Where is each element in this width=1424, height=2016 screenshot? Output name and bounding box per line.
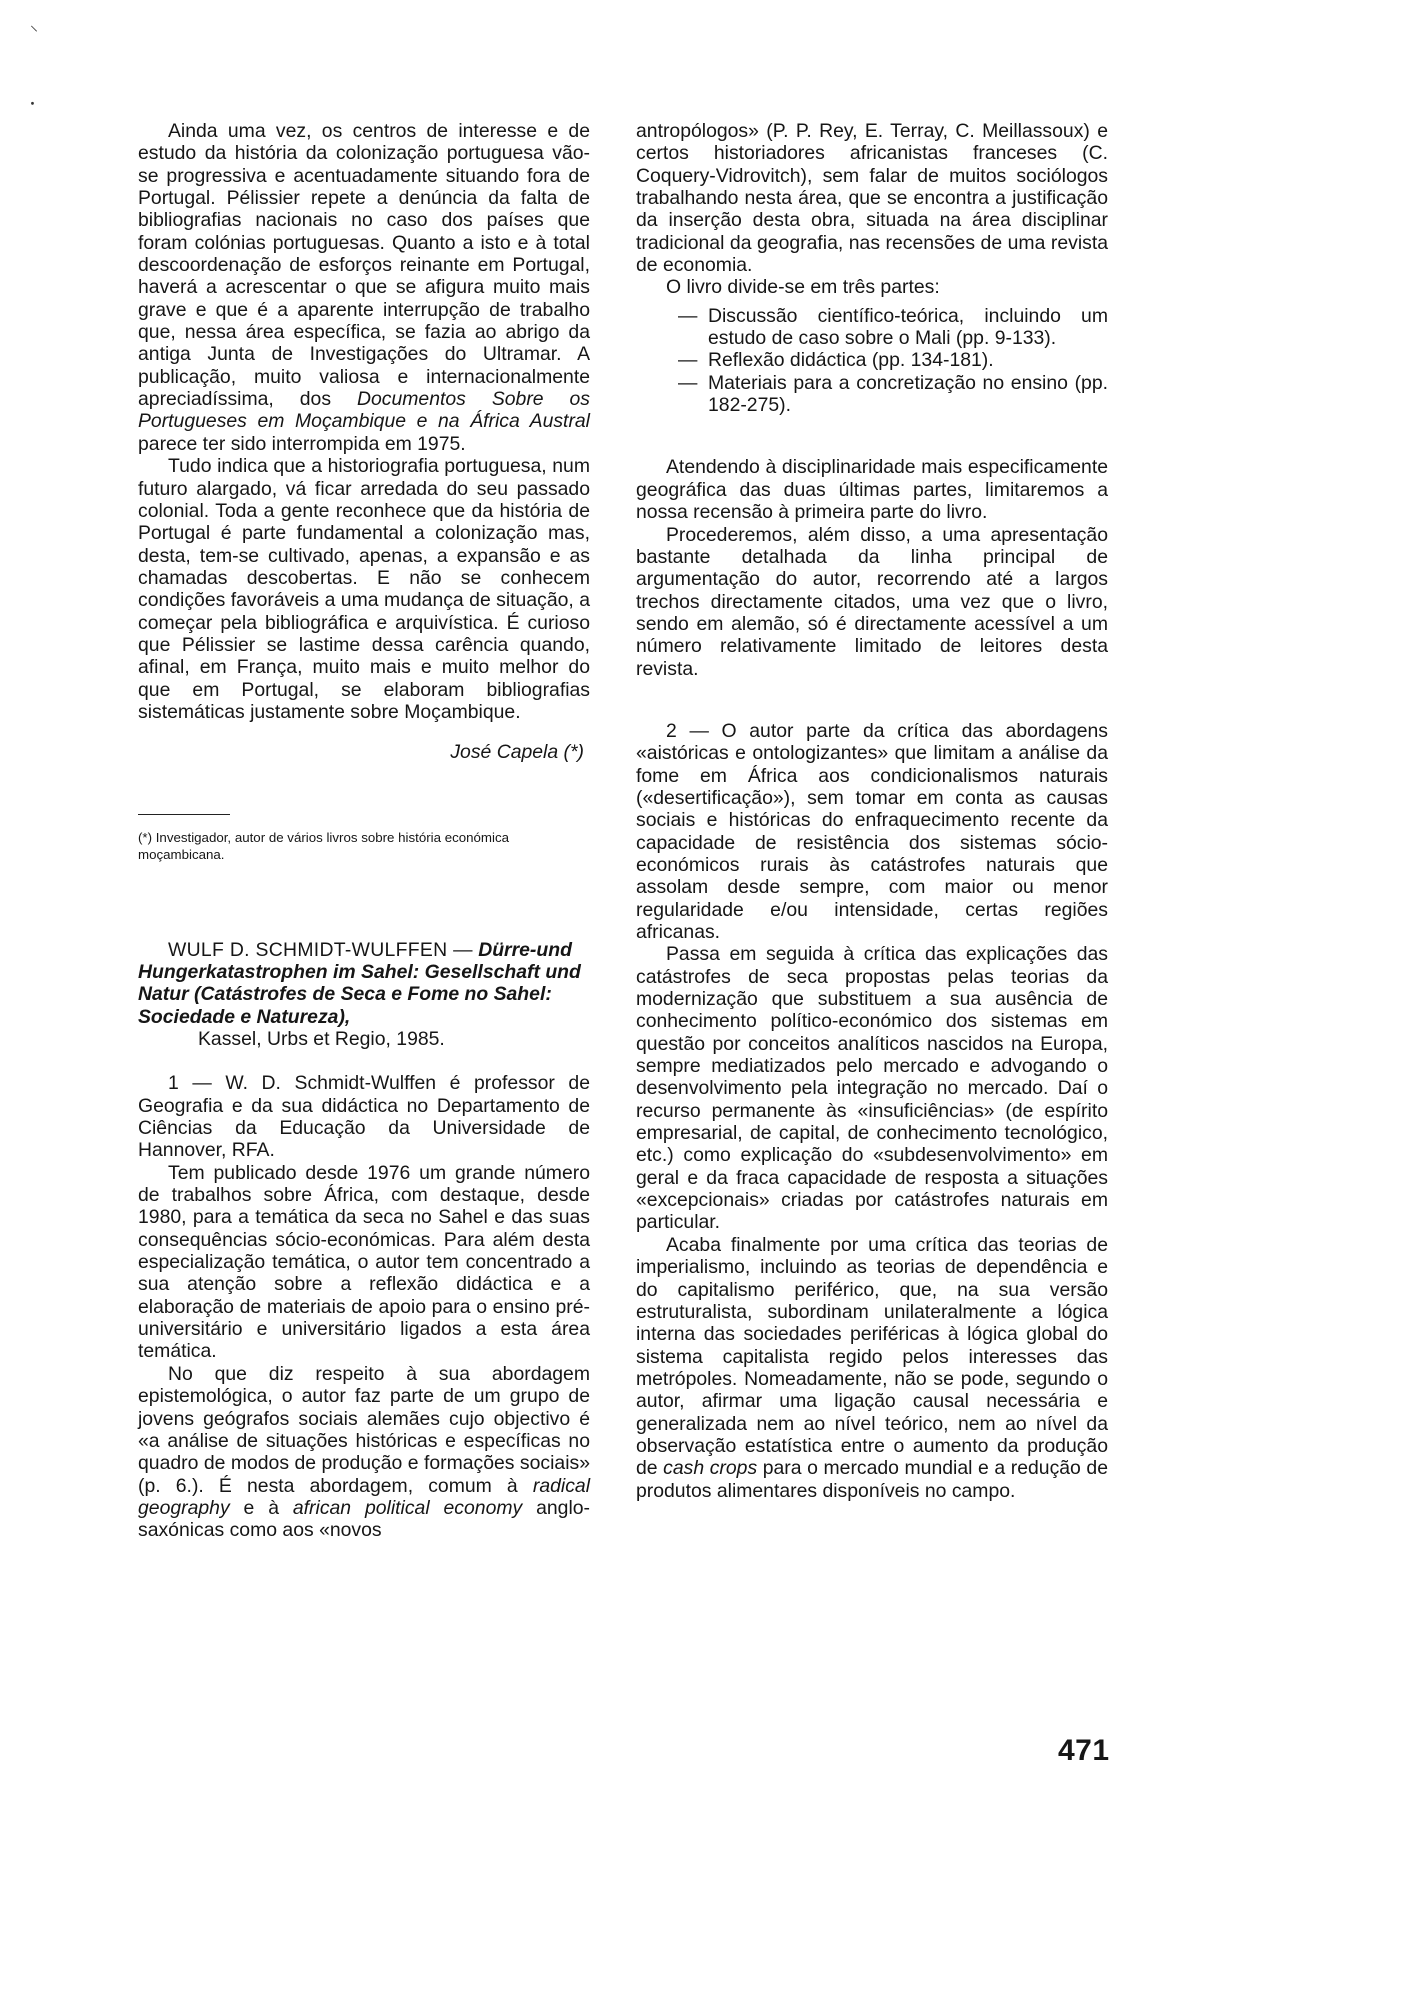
paragraph: Atendendo à disciplinaridade mais especificamente geográfica das duas últimas partes, limitaremos a nossa recensão à primeira parte do livro. (636, 456, 1108, 524)
paragraph: Ainda uma vez, os centros de interesse e de estudo da história da colonização portuguesa vão-se progressiva e acentuadamente situando fora de Portugal. Pélissier repete a denúncia da falta de bibliografias nacionais no caso dos países que foram colónias portuguesas. Quanto a isto e à total descoordenação de esforços reinante em Portugal, haverá a acrescentar o que se afigura muito mais grave e que é a aparente interrupção de trabalho que, nessa área específica, se fazia ao abrigo da antiga Junta de Investigações do Ultramar. A publicação, muito valiosa e internacionalmente apreciadíssima, dos Documentos Sobre os Portugueses em Moçambique e na África Austral parece ter sido interrompida em 1975. (138, 120, 591, 455)
review-heading (138, 939, 590, 1051)
review-author: WULF D. SCHMIDT-WULFFEN — (168, 938, 473, 961)
right-column (636, 120, 1108, 1502)
paragraph: Acaba finalmente por uma crítica das teorias de imperialismo, incluindo as teorias de dependência e do capitalismo periférico, que, na sua versão estruturalista, subordinam unilateralmente a lógica interna das sociedades periféricas à lógica global do sistema capitalista regido pelos interesses das metrópoles. Nomeadamente, não se pode, segundo o autor, afirmar uma ligação causal necessária e generalizada nem ao nível teórico, nem ao nível da observação estatística entre o aumento da produção de cash crops para o mercado mundial e a redução de produtos alimentares disponíveis no campo. (636, 1233, 1108, 1502)
paragraph: O livro divide-se em três partes: (666, 276, 940, 299)
paragraph: Passa em seguida à crítica das explicações das catástrofes de seca propostas pelas teorias da modernização que substituem a sua ausência de conhecimento político-económico dos sistemas em questão por conceitos analíticos nascidos na Europa, sempre mediatizados pelo mercado e advogando o desenvolvimento pela integração no mercado. Daí o recurso permanente às «insuficiências» (de espírito empresarial, de capital, de conhecimento tecnológico, etc.) como explicação do «subdesenvolvimento» em geral e da fraca capacidade de resposta a situações «excepcionais» criadas por catástrofes naturais em particular. (636, 943, 1108, 1234)
paragraph: 1 — W. D. Schmidt-Wulffen é professor de Geografia e da sua didáctica no Departamento de Ciências da Educação da Universidade de Hannover, RFA. (138, 1072, 590, 1162)
italic-title: Documentos Sobre os Portugueses em Moçambique e na África Austral (138, 388, 591, 433)
footnote: (*) Investigador, autor de vários livros sobre história económica moçambicana. (138, 829, 510, 862)
paragraph: No que diz respeito à sua abordagem epistemológica, o autor faz parte de um grupo de jovens geógrafos sociais alemães cujo objectivo é «a análise de situações históricas e específicas no quadro de modos de produção e formações sociais» (p. 6.). É nesta abordagem, comum à radical geography e à african political economy anglo-saxónicas como aos «novos (138, 1362, 590, 1542)
footnote-divider (138, 814, 230, 815)
paragraph: Tem publicado desde 1976 um grande número de trabalhos sobre África, com destaque, desde 1980, para a temática da seca no Sahel e das suas consequências sócio-económicas. Para além desta especialização temática, o autor tem concentrado a sua atenção sobre a reflexão didáctica e a elaboração de materiais de apoio para o ensino pré-universitário e universitário ligados a esta área temática. (138, 1161, 590, 1363)
left-column (138, 120, 590, 1542)
signature: José Capela (*) (450, 741, 584, 764)
paragraph: antropólogos» (P. P. Rey, E. Terray, C. Meillassoux) e certos historiadores africanistas franceses (C. Coquery-Vidrovitch), sem falar de muitos sociólogos trabalhando nesta área, que se encontra a justificação da inserção desta obra, situada na área disciplinar tradicional da geografia, nas recensões de uma revista de economia. (636, 120, 1108, 277)
scan-speck: ꞏ (30, 96, 35, 113)
list-item: — Reflexão didáctica (pp. 134-181). (678, 349, 1108, 371)
paragraph: 2 — O autor parte da crítica das abordagens «aistóricas e ontologizantes» que limitam a análise da fome em África aos condicionalismos naturais («desertificação»), sem tomar em conta as causas sociais e históricas do enfraquecimento recente da capacidade de resistência dos sistemas sócio-económicos rurais às catástrofes naturais que assolam desde sempre, com maior ou menor regularidade e/ou intensidade, certas regiões africanas. (636, 719, 1108, 943)
parts-list (636, 305, 1108, 417)
paragraph: Procederemos, além disso, a uma apresentação bastante detalhada da linha principal de argumentação do autor, recorrendo até a largos trechos directamente citados, uma vez que o livro, sendo em alemão, só é directamente acessível a um número relativamente limitado de leitores desta revista. (636, 523, 1108, 680)
page-number: 471 (1058, 1734, 1110, 1767)
scan-speck: ⸌ (30, 24, 39, 41)
review-publisher: Kassel, Urbs et Regio, 1985. (198, 1028, 445, 1050)
paragraph: Tudo indica que a historiografia portuguesa, num futuro alargado, vá ficar arredada do seu passado colonial. Toda a gente reconhece que da história de Portugal é parte fundamental a colonização mas, desta, tem-se cultivado, apenas, a expansão e as chamadas descobertas. E não se conhecem condições favoráveis a uma mudança de situação, a começar pela bibliográfica e arquivística. É curioso que Pélissier se lastime dessa carência quando, afinal, em França, muito mais e muito melhor do que em Portugal, se elaboram bibliografias sistemáticas justamente sobre Moçambique. (138, 455, 590, 723)
review-book-title: Dürre-und Hungerkatastrophen im Sahel: Gesellschaft und Natur (Catástrofes de Seca e Fome no Sahel: Sociedade e Natureza), (138, 938, 581, 1028)
list-item: — Materiais para a concretização no ensino (pp. 182-275). (678, 372, 1108, 417)
list-item: — Discussão científico-teórica, incluindo um estudo de caso sobre o Mali (pp. 9-133). (678, 305, 1108, 350)
